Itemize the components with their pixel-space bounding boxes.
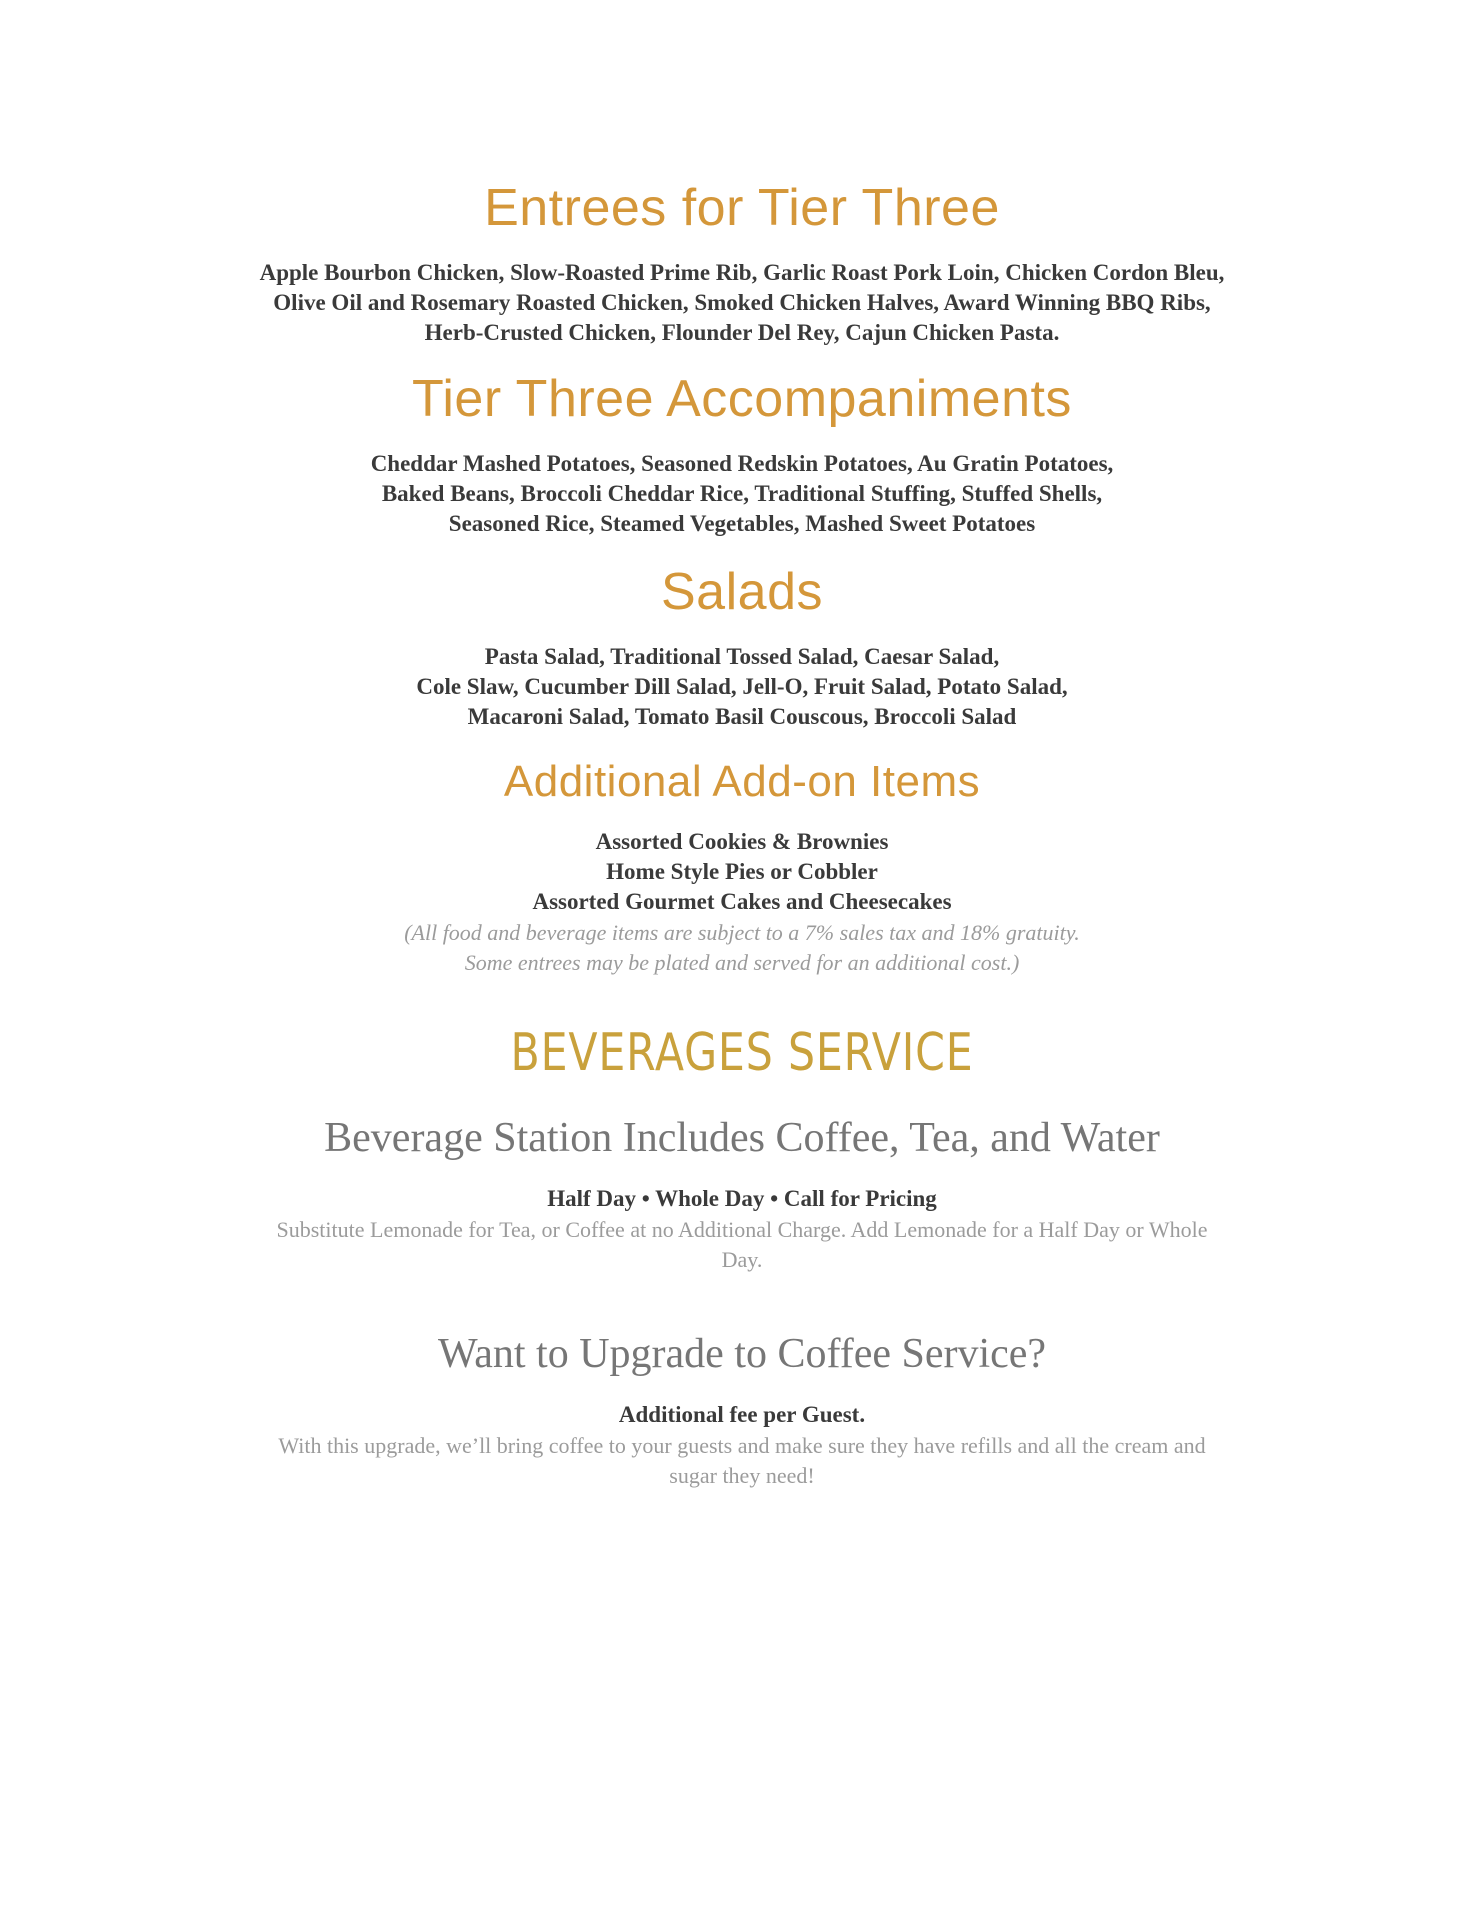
accompaniments-line: Cheddar Mashed Potatoes, Seasoned Redskin Potatoes, Au Gratin Potatoes, <box>370 451 1114 476</box>
salads-line: Cole Slaw, Cucumber Dill Salad, Jell-O, Fruit Salad, Potato Salad, <box>416 674 1068 699</box>
substitute-note <box>140 1215 1344 1275</box>
upgrade-description-line: With this upgrade, we’ll bring coffee to your guests and make sure they have refills and all the cream and <box>278 1433 1206 1458</box>
tax-note-line: (All food and beverage items are subject to a 7% sales tax and 18% gratuity. <box>404 920 1080 945</box>
beverages-title: BEVERAGES SERVICE <box>510 1023 974 1083</box>
beverage-pricing: Half Day • Whole Day • Call for Pricing <box>547 1186 937 1211</box>
salads-line: Pasta Salad, Traditional Tossed Salad, Caesar Salad, <box>484 644 1000 669</box>
addons-title: Additional Add-on Items <box>503 757 981 806</box>
beverage-station-heading: Beverage Station Includes Coffee, Tea, and Water <box>324 1115 1160 1161</box>
addons-line: Assorted Cookies & Brownies <box>595 829 889 854</box>
addons-list <box>140 827 1344 917</box>
substitute-line: Day. <box>721 1247 763 1272</box>
entrees-title: Entrees for Tier Three <box>484 179 1000 237</box>
tax-note <box>140 918 1344 978</box>
addons-line: Home Style Pies or Cobbler <box>606 859 878 884</box>
accompaniments-list <box>140 449 1344 539</box>
accompaniments-line: Baked Beans, Broccoli Cheddar Rice, Traditional Stuffing, Stuffed Shells, <box>381 481 1103 506</box>
tax-note-line: Some entrees may be plated and served for an additional cost.) <box>464 950 1020 975</box>
entrees-line: Apple Bourbon Chicken, Slow-Roasted Prime Rib, Garlic Roast Pork Loin, Chicken Cordon Bleu, <box>259 260 1225 285</box>
upgrade-description-line: sugar they need! <box>669 1463 815 1488</box>
accompaniments-title: Tier Three Accompaniments <box>412 370 1072 428</box>
substitute-line: Substitute Lemonade for Tea, or Coffee at no Additional Charge. Add Lemonade for a Half Day or Whole <box>276 1217 1208 1242</box>
salads-line: Macaroni Salad, Tomato Basil Couscous, Broccoli Salad <box>467 704 1017 729</box>
entrees-line: Olive Oil and Rosemary Roasted Chicken, Smoked Chicken Halves, Award Winning BBQ Ribs, <box>273 290 1211 315</box>
addons-line: Assorted Gourmet Cakes and Cheesecakes <box>532 889 952 914</box>
upgrade-fee: Additional fee per Guest. <box>618 1402 866 1427</box>
upgrade-description <box>140 1431 1344 1491</box>
salads-list <box>140 642 1344 732</box>
accompaniments-line: Seasoned Rice, Steamed Vegetables, Mashed Sweet Potatoes <box>448 511 1036 536</box>
salads-title: Salads <box>661 563 823 621</box>
upgrade-heading: Want to Upgrade to Coffee Service? <box>437 1331 1047 1377</box>
entrees-list <box>140 258 1344 348</box>
entrees-line: Herb-Crusted Chicken, Flounder Del Rey, Cajun Chicken Pasta. <box>424 320 1060 345</box>
